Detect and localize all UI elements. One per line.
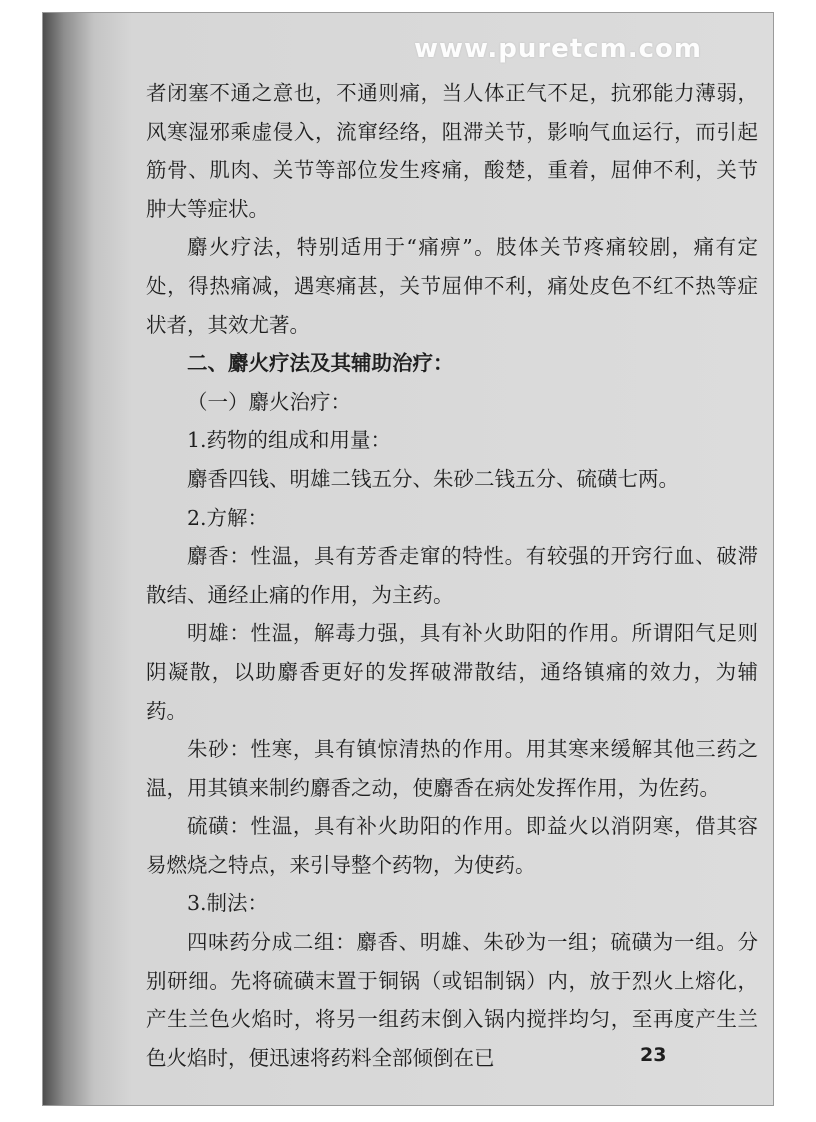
paragraph: 明雄：性温，解毒力强，具有补火助阳的作用。所谓阳气足则阴凝散，以助麝香更好的发挥破滞散结，通络镇痛的效力，为辅药。	[146, 621, 758, 723]
paragraph: 麝香四钱、明雄二钱五分、朱砂二钱五分、硫磺七两。	[187, 466, 679, 491]
section-heading: 二、麝火疗法及其辅助治疗：	[187, 351, 454, 376]
paragraph: 四味药分成二组：麝香、明雄、朱砂为一组；硫磺为一组。分别研细。先将硫磺末置于铜锅（或铝制锅）内，放于烈火上熔化，产生兰色火焰时，将另一组药末倒入锅内搅拌均匀，至再度产生兰色火焰时，便迅速将药料全部倾倒在已	[146, 930, 758, 1070]
paragraph: 麝香：性温，具有芳香走窜的特性。有较强的开窍行血、破滞散结、通经止痛的作用，为主药。	[146, 544, 758, 607]
website-watermark: www.puretcm.com	[413, 34, 702, 64]
paragraph: 麝火疗法，特别适用于“痛痹”。肢体关节疼痛较剧，痛有定处，得热痛减，遇寒痛甚，关节屈伸不利，痛处皮色不红不热等症状者，其效尤著。	[146, 235, 758, 337]
subsection-heading: （一）麝火治疗：	[187, 389, 351, 414]
item-heading: 1.药物的组成和用量：	[187, 428, 392, 453]
page-number: 23	[640, 1044, 667, 1066]
paragraph: 硫磺：性温，具有补火助阳的作用。即益火以消阴寒，借其容易燃烧之特点，来引导整个药物，为使药。	[146, 814, 758, 877]
paragraph: 朱砂：性寒，具有镇惊清热的作用。用其寒来缓解其他三药之温，用其镇来制约麝香之动，使麝香在病处发挥作用，为佐药。	[146, 737, 758, 800]
item-heading: 3.制法：	[187, 891, 269, 916]
item-heading: 2.方解：	[187, 505, 269, 530]
paragraph: 者闭塞不通之意也，不通则痛，当人体正气不足，抗邪能力薄弱，风寒湿邪乘虚侵入，流窜经络，阻滞关节，影响气血运行，而引起筋骨、肌肉、关节等部位发生疼痛，酸楚，重着，屈伸不利，关节肿大等症状。	[146, 81, 758, 221]
book-page	[42, 12, 774, 1106]
body-text	[146, 74, 758, 1077]
